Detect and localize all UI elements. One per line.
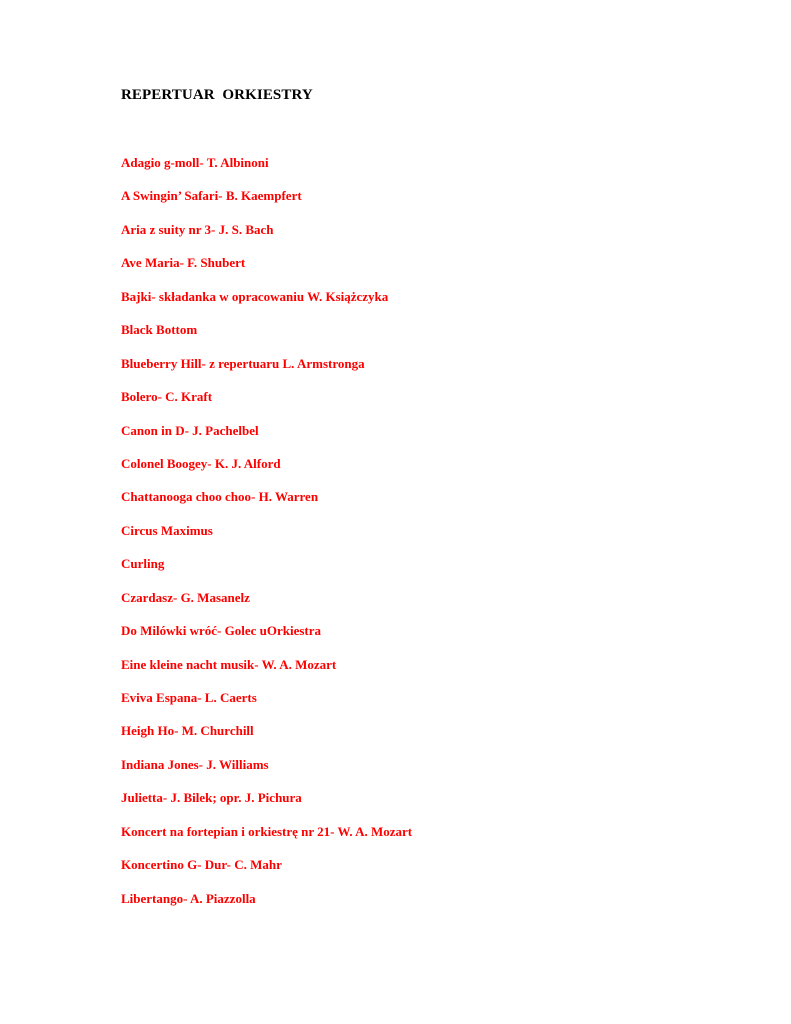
list-item: Do Milówki wróć- Golec uOrkiestra (121, 623, 322, 639)
list-item: Eine kleine nacht musik- W. A. Mozart (121, 656, 337, 672)
list-item: Koncertino G- Dur- C. Mahr (121, 857, 282, 873)
list-item: Curling (121, 556, 165, 572)
list-item: Heigh Ho- M. Churchill (121, 723, 254, 739)
list-item: Bolero- C. Kraft (121, 389, 213, 405)
list-item: Chattanooga choo choo- H. Warren (121, 489, 319, 505)
repertoire-list (121, 153, 412, 922)
list-item: Adagio g-moll- T. Albinoni (121, 155, 269, 170)
list-item: Indiana Jones- J. Williams (121, 756, 269, 772)
list-item: Colonel Boogey- K. J. Alford (121, 455, 281, 471)
list-item: Eviva Espana- L. Caerts (121, 690, 257, 705)
list-item: Julietta- J. Bilek; opr. J. Pichura (121, 790, 302, 806)
list-item: Aria z suity nr 3- J. S. Bach (121, 221, 274, 237)
page-title: REPERTUAR ORKIESTRY (121, 87, 313, 103)
list-item: Ave Maria- F. Shubert (121, 255, 246, 271)
list-item: Canon in D- J. Pachelbel (121, 422, 259, 438)
list-item: A Swingin’ Safari- B. Kaempfert (121, 188, 302, 204)
list-item: Libertango- A. Piazzolla (121, 890, 256, 906)
list-item: Black Bottom (121, 322, 198, 338)
list-item: Czardasz- G. Masanelz (121, 589, 250, 605)
list-item: Koncert na fortepian i orkiestrę nr 21- W. A. Mozart (121, 823, 413, 839)
list-item: Bajki- składanka w opracowaniu W. Książczyka (121, 288, 389, 304)
list-item: Circus Maximus (121, 522, 213, 538)
list-item: Blueberry Hill- z repertuaru L. Armstronga (121, 355, 365, 371)
